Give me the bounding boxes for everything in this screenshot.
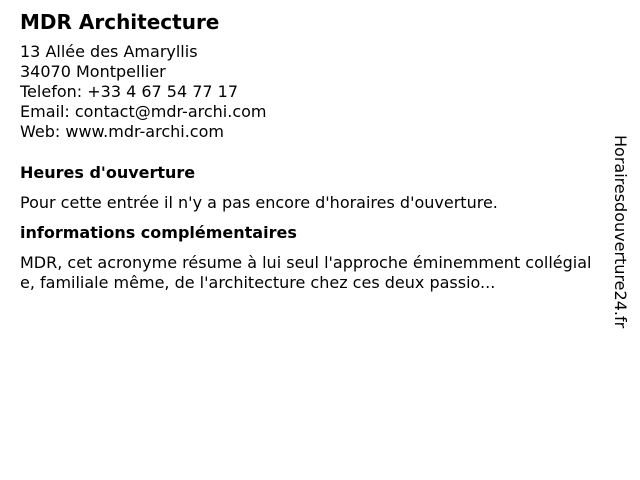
additional-info-text: MDR, cet acronyme résume à lui seul l'approche éminemment collégiale, familiale même, de l'architecture chez ces deux passio... [20,253,592,292]
additional-info-heading: informations complémentaires [20,223,297,242]
site-brand-watermark: Horairesdouverture24.fr [611,135,630,329]
opening-hours-text: Pour cette entrée il n'y a pas encore d'horaires d'ouverture. [20,193,498,212]
opening-hours-heading: Heures d'ouverture [20,163,196,182]
website-line: Web: www.mdr-archi.com [20,122,224,141]
postal-city: 34070 Montpellier [20,62,166,81]
street-address: 13 Allée des Amaryllis [20,42,198,61]
listing-panel [20,10,600,293]
business-name: MDR Architecture [20,10,220,34]
email-line: Email: contact@mdr-archi.com [20,102,267,121]
phone-line: Telefon: +33 4 67 54 77 17 [20,82,239,101]
address-block [20,42,600,142]
